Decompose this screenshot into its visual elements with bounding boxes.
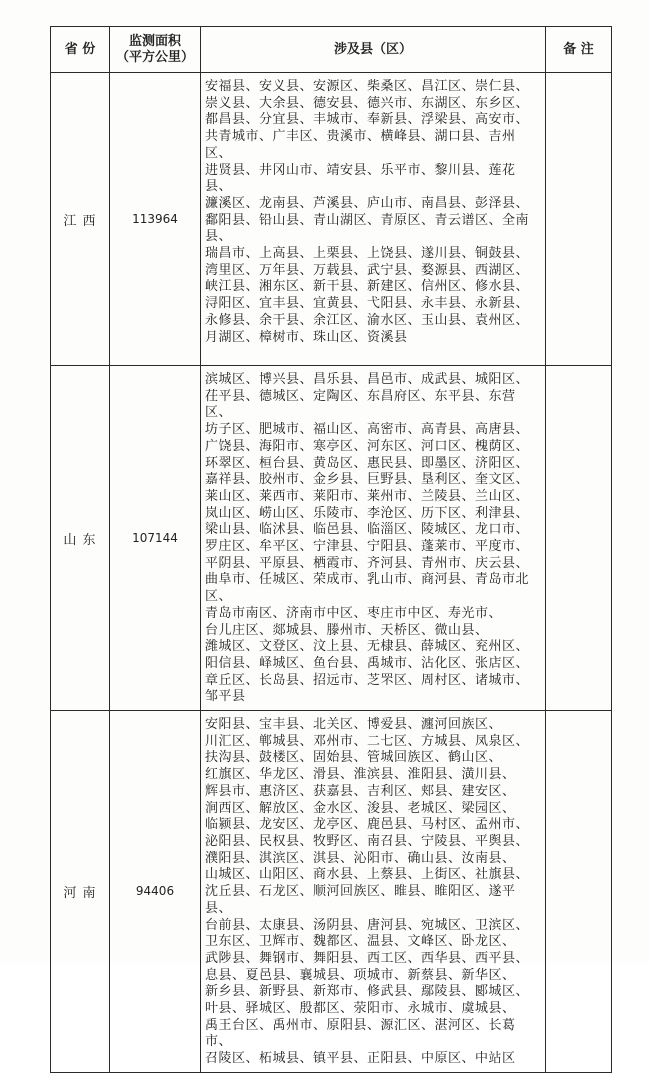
table-row — [51, 73, 612, 366]
table-row — [51, 366, 612, 711]
counties-cell: 安阳县、宝丰县、北关区、博爱县、瀍河回族区、 川汇区、郸城县、邓州市、二七区、方城县、凤泉区、 扶沟县、鼓楼区、固始县、管城回族区、鹤山区、 红旗区、华龙区、滑县、淮滨县、淮阳县、潢川县、 辉县市、惠济区、获嘉县、吉利区、郏县、建安区、 涧西区、解放区、金水区、浚县、老城区、梁园区、 临颍县、龙安区、龙亭区、鹿邑县、马村区、孟州市、 泌阳县、民权县、牧野区、南召县、宁陵县、平舆县、 濮阳县、淇滨区、淇县、沁阳市、确山县、汝南县、 山城区、山阳区、商水县、上蔡县、上街区、社旗县、 沈丘县、石龙区、顺河回族区、睢县、睢阳区、遂平县、 台前县、太康县、汤阴县、唐河县、宛城区、卫滨区、 卫东区、卫辉市、魏都区、温县、文峰区、卧龙区、 武陟县、舞钢市、舞阳县、西工区、西华县、西平县、 息县、夏邑县、襄城县、项城市、新蔡县、新华区、 新乡县、新野县、新郑市、修武县、鄢陵县、郾城区、 叶县、驿城区、殷都区、荥阳市、永城市、虞城县、 禹王台区、禹州市、原阳县、源汇区、湛河区、长葛市、 召陵区、柘城县、镇平县、正阳县、中原区、中站区 — [201, 711, 546, 1073]
province-cell: 河 南 — [51, 711, 110, 1073]
province-cell: 山 东 — [51, 366, 110, 711]
area-cell: 94406 — [110, 711, 201, 1073]
header-counties: 涉及县（区） — [201, 27, 546, 73]
counties-cell: 安福县、安义县、安源区、柴桑区、昌江区、崇仁县、 崇义县、大余县、德安县、德兴市、东湖区、东乡区、 都昌县、分宜县、丰城市、奉新县、浮梁县、高安市、 共青城市、广丰区、贵溪市、横峰县、湖口县、吉州区、 进贤县、井冈山市、靖安县、乐平市、黎川县、莲花县、 濂溪区、龙南县、芦溪县、庐山市、南昌县、彭泽县、 鄱阳县、铅山县、青山湖区、青原区、青云谱区、全南县、 瑞昌市、上高县、上栗县、上饶县、遂川县、铜鼓县、 湾里区、万年县、万载县、武宁县、婺源县、西湖区、 峡江县、湘东区、新干县、新建区、信州区、修水县、 浔阳区、宜丰县、宜黄县、弋阳县、永丰县、永新县、 永修县、余干县、余江区、渝水区、玉山县、袁州区、 月湖区、樟树市、珠山区、资溪县 — [201, 73, 546, 366]
counties-cell: 滨城区、博兴县、昌乐县、昌邑市、成武县、城阳区、 茌平县、德城区、定陶区、东昌府区、东平县、东营区、 坊子区、肥城市、福山区、高密市、高青县、高唐县、 广饶县、海阳市、寒亭区、河东区、河口区、槐荫区、 环翠区、桓台县、黄岛区、惠民县、即墨区、济阳区、 嘉祥县、胶州市、金乡县、巨野县、垦利区、奎文区、 莱山区、莱西市、莱阳市、莱州市、兰陵县、兰山区、 岚山区、崂山区、乐陵市、李沧区、历下区、利津县、 梁山县、临沭县、临邑县、临淄区、陵城区、龙口市、 罗庄区、牟平区、宁津县、宁阳县、蓬莱市、平度市、 平阴县、平原县、栖霞市、齐河县、青州市、庆云县、 曲阜市、任城区、荣成市、乳山市、商河县、青岛市北区、 青岛市南区、济南市中区、枣庄市中区、寿光市、 台儿庄区、郯城县、滕州市、天桥区、微山县、 潍城区、文登区、汶上县、无棣县、薛城区、兖州区、 阳信县、峄城区、鱼台县、禹城市、沾化区、张店区、 章丘区、长岛县、招远市、芝罘区、周村区、诸城市、 邹平县 — [201, 366, 546, 711]
header-area-line2: （平方公里） — [115, 49, 194, 65]
area-cell: 113964 — [110, 73, 201, 366]
county-table — [50, 26, 612, 1073]
header-note: 备 注 — [546, 27, 612, 73]
table-row — [51, 711, 612, 1073]
header-area-line1: 监测面积 — [128, 33, 181, 49]
area-cell: 107144 — [110, 366, 201, 711]
note-cell — [546, 711, 612, 1073]
note-cell — [546, 73, 612, 366]
header-province: 省 份 — [51, 27, 110, 73]
province-cell: 江 西 — [51, 73, 110, 366]
header-area — [110, 27, 201, 73]
table-header-row — [51, 27, 612, 73]
note-cell — [546, 366, 612, 711]
